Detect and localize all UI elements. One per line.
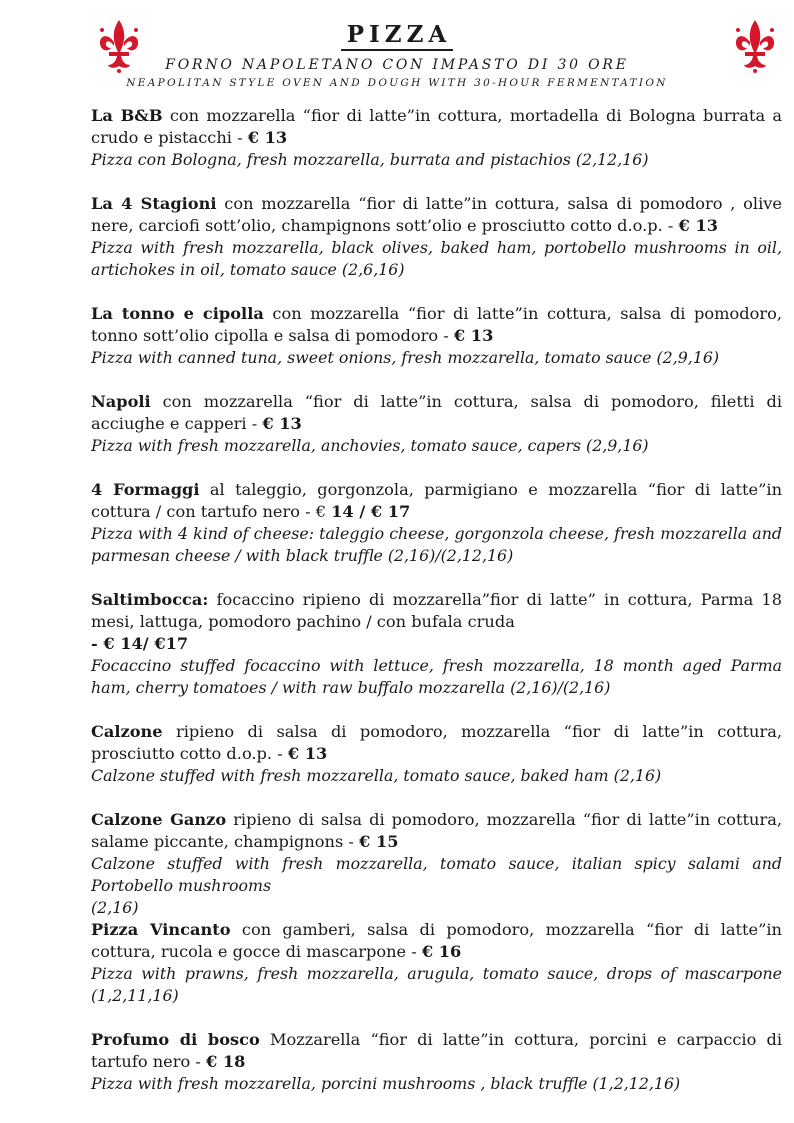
item-price: € 13 bbox=[262, 414, 302, 433]
item-price: € 13 bbox=[453, 326, 494, 345]
item-description: ripieno di salsa di pomodoro, mozzarella “fior di latte”in cottura, salame piccante, champignons - bbox=[91, 810, 782, 851]
menu-item bbox=[91, 589, 782, 699]
item-name: La tonno e cipolla bbox=[91, 304, 264, 323]
item-price: € 13 bbox=[287, 744, 328, 763]
item-description: con mozzarella “fior di latte”in cottura, mortadella di Bologna burrata a crudo e pistacchi - bbox=[91, 106, 782, 147]
item-description-english: Pizza with 4 kind of cheese: taleggio cheese, gorgonzola cheese, fresh mozzarella and parmesan cheese / with black truffle (2,16)/(2,12,16) bbox=[91, 524, 782, 565]
menu-item bbox=[91, 919, 782, 1007]
item-name: La 4 Stagioni bbox=[91, 194, 217, 213]
item-price: € 13 bbox=[247, 128, 288, 147]
item-description: con gamberi, salsa di pomodoro, mozzarella “fior di latte”in cottura, rucola e gocce di mascarpone - bbox=[91, 920, 782, 961]
item-description-english: Pizza con Bologna, fresh mozzarella, burrata and pistachios (2,12,16) bbox=[91, 150, 649, 169]
menu-item bbox=[91, 1029, 782, 1095]
item-price: € 18 bbox=[205, 1052, 246, 1071]
item-description: focaccino ripieno di mozzarella”fior di latte” in cottura, Parma 18 mesi, lattuga, pomodoro pachino / con bufala cruda bbox=[91, 590, 782, 631]
item-description-english: Calzone stuffed with fresh mozzarella, tomato sauce, baked ham (2,16) bbox=[91, 766, 662, 785]
menu-item bbox=[91, 193, 782, 281]
menu-item bbox=[91, 809, 782, 919]
menu-item bbox=[91, 105, 782, 171]
item-price: € 15 bbox=[359, 832, 399, 851]
item-description: Mozzarella “fior di latte”in cottura, porcini e carpaccio di tartufo nero - bbox=[91, 1030, 783, 1071]
item-description: al taleggio, gorgonzola, parmigiano e mozzarella “fior di latte”in cottura / con tartufo nero - € bbox=[91, 480, 782, 521]
menu-item bbox=[91, 303, 782, 369]
menu-item bbox=[91, 391, 782, 457]
item-price: € 16 bbox=[421, 942, 462, 961]
item-price: € 13 bbox=[678, 216, 718, 235]
menu-item bbox=[91, 721, 782, 787]
item-description-english: Pizza with canned tuna, sweet onions, fresh mozzarella, tomato sauce (2,9,16) bbox=[91, 348, 720, 367]
item-name: Calzone Ganzo bbox=[91, 810, 227, 829]
item-name: La B&B bbox=[91, 106, 163, 125]
item-description-english: Pizza with fresh mozzarella, porcini mushrooms , black truffle (1,2,12,16) bbox=[91, 1074, 681, 1093]
menu-header bbox=[0, 22, 794, 90]
item-description-english: Pizza with fresh mozzarella, anchovies, tomato sauce, capers (2,9,16) bbox=[91, 436, 649, 455]
item-price: 14 / € 17 bbox=[331, 502, 411, 521]
item-description-english: Focaccino stuffed focaccino with lettuce, fresh mozzarella, 18 month aged Parma ham, cherry tomatoes / with raw buffalo mozzarella (2,16)/(2,16) bbox=[91, 656, 782, 697]
item-description: ripieno di salsa di pomodoro, mozzarella “fior di latte”in cottura, prosciutto cotto d.o.p. - bbox=[91, 722, 782, 763]
item-name: 4 Formaggi bbox=[91, 480, 200, 499]
pizza-menu-list bbox=[91, 105, 782, 1117]
page-title: PIZZA bbox=[341, 22, 453, 51]
item-name: Calzone bbox=[91, 722, 163, 741]
item-description: con mozzarella “fior di latte”in cottura, salsa di pomodoro, tonno sott’olio cipolla e salsa di pomodoro - bbox=[91, 304, 782, 345]
menu-item bbox=[91, 479, 782, 567]
item-description: con mozzarella “fior di latte”in cottura, salsa di pomodoro, filetti di acciughe e capperi - bbox=[91, 392, 782, 433]
page-subtitle: FORNO NAPOLETANO CON IMPASTO DI 30 ORE bbox=[165, 57, 629, 73]
item-description-english: Calzone stuffed with fresh mozzarella, tomato sauce, italian spicy salami and Portobello mushrooms bbox=[91, 854, 782, 895]
item-description-english: Pizza with prawns, fresh mozzarella, arugula, tomato sauce, drops of mascarpone (1,2,11,16) bbox=[91, 964, 782, 1005]
item-name: Profumo di bosco bbox=[91, 1030, 260, 1049]
item-name: Saltimbocca: bbox=[91, 590, 209, 609]
item-description-english: Pizza with fresh mozzarella, black olives, baked ham, portobello mushrooms in oil, artichokes in oil, tomato sauce (2,6,16) bbox=[91, 238, 782, 279]
page-subtitle-english: NEAPOLITAN STYLE OVEN AND DOUGH WITH 30-HOUR FERMENTATION bbox=[126, 77, 668, 89]
item-allergens: (2,16) bbox=[91, 898, 139, 917]
item-name: Pizza Vincanto bbox=[91, 920, 231, 939]
item-name: Napoli bbox=[91, 392, 151, 411]
item-price: - € 14/ €17 bbox=[91, 634, 189, 653]
item-description: con mozzarella “fior di latte”in cottura, salsa di pomodoro , olive nere, carciofi sott’olio, champignons sott’olio e prosciutto cotto d.o.p. - bbox=[91, 194, 782, 235]
